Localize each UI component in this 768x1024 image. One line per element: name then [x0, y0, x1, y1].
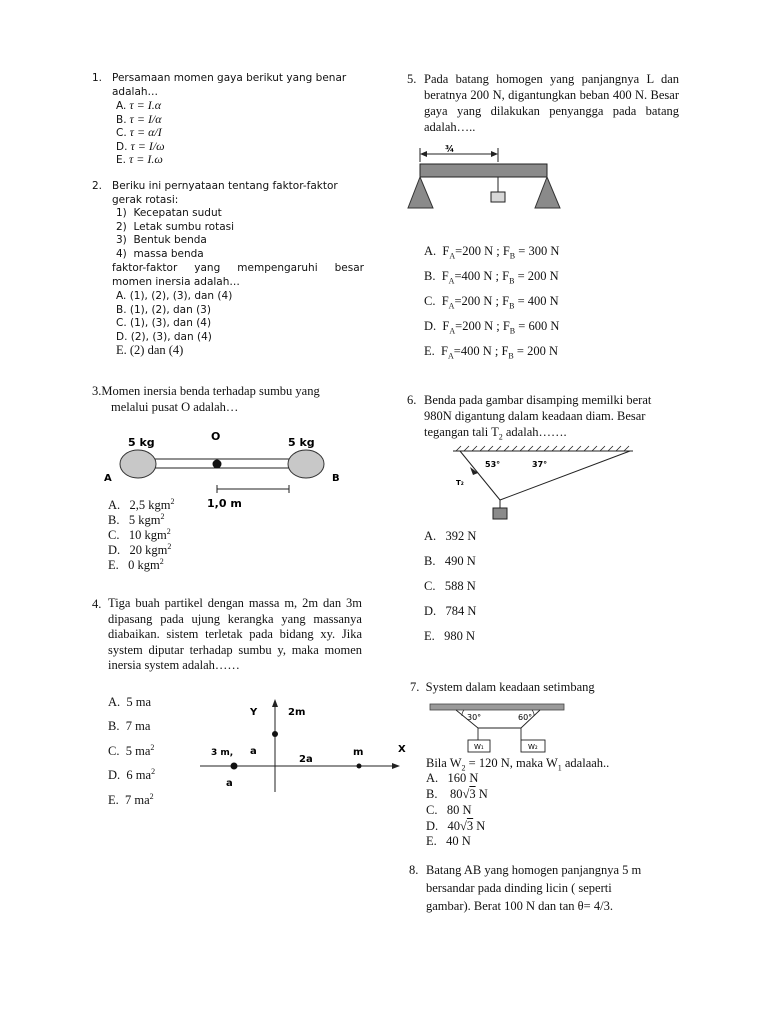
- question-7-number: 7.: [410, 680, 420, 694]
- mass-left: [120, 450, 156, 478]
- angle-2-label: 60°: [518, 713, 533, 722]
- question-1-number: 1.: [92, 72, 103, 84]
- center-label: O: [211, 430, 221, 443]
- option[interactable]: D. 784 N: [424, 604, 477, 618]
- question-6-line2: 980N digantung dalam keadaan diam. Besar: [424, 409, 646, 423]
- rope-t1: [460, 451, 500, 500]
- option[interactable]: E. 7 $ma^2$: [108, 791, 154, 807]
- mass-right-label: 5 kg: [288, 436, 315, 449]
- option[interactable]: C. $F_A=200$ N ; $F_B = 400$ N: [424, 294, 559, 311]
- load-box: [491, 192, 505, 202]
- question-6-number: 6.: [407, 393, 417, 407]
- question-1: [92, 72, 364, 99]
- question-5-text: Pada batang homogen yang panjangnya L dan beratnya 200 N, digantungkan beban 400 N. Besar gaya yang dilakukan penyangga pada batang adalah…..: [424, 72, 679, 134]
- option[interactable]: C. 5 $ma^2$: [108, 742, 155, 758]
- option[interactable]: A. 2,5 kgm$^2$: [108, 496, 175, 512]
- option[interactable]: E. τ = I.ω: [116, 152, 163, 166]
- option[interactable]: A. (1), (2), (3), dan (4): [116, 290, 233, 302]
- mass-right: [288, 450, 324, 478]
- w2-label: W₂: [528, 743, 538, 751]
- option[interactable]: B. 7 ma: [108, 719, 151, 733]
- list-item: 1) Kecepatan sudut: [116, 207, 222, 219]
- option[interactable]: E. 0 kgm$^2$: [108, 556, 164, 572]
- question-2-number: 2.: [92, 180, 103, 192]
- fraction-label: ¾: [445, 145, 455, 155]
- option[interactable]: E. 980 N: [424, 629, 476, 643]
- question-8-line1: Batang AB yang homogen panjangnya 5 m: [426, 863, 642, 877]
- option[interactable]: E. $F_A=400$ N ; $F_B = 200$ N: [424, 344, 558, 361]
- mass-3m-point: [231, 763, 238, 770]
- question-8-line3: gambar). Berat 100 N dan tan θ= 4/3.: [426, 899, 613, 913]
- option[interactable]: C. 80 N: [426, 803, 472, 817]
- option[interactable]: D. (2), (3), dan (4): [116, 330, 212, 343]
- question-5-figure: [405, 140, 575, 212]
- hanging-mass: [493, 508, 507, 519]
- question-5-number: 5.: [407, 72, 417, 86]
- distance-arrow-left: [420, 151, 427, 157]
- list-item: 3) Bentuk benda: [116, 234, 207, 246]
- option[interactable]: B. 80√3 N: [426, 787, 488, 801]
- t2-label: T₂: [456, 479, 464, 487]
- angle-2-label: 37°: [532, 460, 548, 469]
- option[interactable]: A. 160 N: [426, 771, 479, 785]
- a-bottom-label: a: [226, 778, 233, 789]
- mass-m-point: [357, 764, 362, 769]
- list-item: 4) massa benda: [116, 247, 204, 260]
- option[interactable]: B. $F_A=400$ N ; $F_B = 200$ N: [424, 269, 559, 286]
- question-1-text: Persamaan momen gaya berikut yang benar adalah…: [112, 72, 347, 98]
- option[interactable]: B. τ = I/α: [116, 111, 162, 126]
- question-8: [409, 862, 681, 914]
- option[interactable]: B. (1), (2), dan (3): [116, 303, 211, 316]
- support-a: [408, 177, 433, 208]
- option[interactable]: D. 40√3 N: [426, 819, 486, 833]
- mass-3m-label: 3 m,: [211, 748, 234, 758]
- ceiling-bar: [430, 704, 564, 710]
- distance-arrow-right: [491, 151, 498, 157]
- question-7-given: Bila $W_2 = 120$ N, maka $W_1$ adalaah..: [426, 756, 610, 773]
- question-7: [410, 679, 595, 695]
- end-b-label: B: [332, 473, 340, 484]
- list-item: 2) Letak sumbu rotasi: [116, 220, 235, 233]
- question-4-text: Tiga buah partikel dengan massa m, 2m dan 3m dipasang pada ujung kerangka yang massanya diabaikan. sistem terletak pada bidang xy. Jika system diputar terhadap sumbu y, maka momen inersia system adalah……: [108, 596, 362, 672]
- mass-left-label: 5 kg: [128, 436, 155, 449]
- angle-1-label: 53°: [485, 460, 501, 469]
- question-3-line2: melalui pusat O adalah…: [111, 400, 239, 414]
- option[interactable]: D. τ = I/ω: [116, 138, 165, 153]
- question-2: [92, 180, 364, 207]
- y-label: Y: [250, 707, 258, 718]
- question-4-number: 4.: [92, 597, 102, 611]
- a-top-label: a: [250, 746, 257, 757]
- question-4: [92, 596, 362, 674]
- option[interactable]: B. 490 N: [424, 554, 476, 568]
- question-5: [407, 71, 679, 135]
- mass-m-label: m: [353, 747, 364, 758]
- x-axis-arrow: [392, 763, 400, 769]
- rod: [154, 459, 290, 468]
- angle-1-label: 30°: [467, 713, 482, 722]
- y-axis-arrow: [272, 699, 278, 707]
- beam: [420, 164, 547, 177]
- option[interactable]: B. 5 kgm$^2$: [108, 511, 165, 527]
- option[interactable]: C. 588 N: [424, 579, 476, 593]
- two-a-label: 2a: [299, 754, 313, 765]
- question-7-text: System dalam keadaan setimbang: [425, 680, 595, 694]
- x-label: X: [398, 744, 406, 755]
- question-6-line3: tegangan tali $T_2$ adalah…….: [424, 425, 567, 442]
- rope-t2: [500, 451, 630, 500]
- option[interactable]: D. 20 kgm$^2$: [108, 541, 172, 557]
- option[interactable]: C. 10 kgm$^2$: [108, 526, 171, 542]
- option[interactable]: D. 6 $ma^2$: [108, 766, 156, 782]
- question-6-line1: Benda pada gambar disamping memilki berat: [424, 393, 652, 407]
- option[interactable]: D. $F_A=200$ N ; $F_B = 600$ N: [424, 319, 560, 336]
- question-2-text: Beriku ini pernyataan tentang faktor-faktor gerak rotasi:: [112, 180, 338, 206]
- option[interactable]: C. (1), (3), dan (4): [116, 317, 212, 329]
- mass-2m-point: [272, 731, 278, 737]
- question-8-number: 8.: [409, 863, 419, 877]
- option[interactable]: C. τ = α/I: [116, 125, 162, 139]
- ceiling-hatch: [456, 446, 629, 451]
- question-3-line1: 3.Momen inersia benda terhadap sumbu yang: [92, 384, 320, 398]
- mass-2m-label: 2m: [288, 707, 306, 718]
- question-2-text2: faktor-faktor yang mempengaruhi besar momen inersia adalah…: [112, 262, 364, 288]
- question-6: [407, 392, 679, 440]
- option[interactable]: E. 40 N: [426, 834, 471, 848]
- support-b: [535, 177, 560, 208]
- option[interactable]: A. 5 ma: [108, 695, 152, 709]
- option[interactable]: E. (2) dan (4): [116, 343, 184, 357]
- question-7-figure: [428, 700, 568, 758]
- option[interactable]: A. $F_A=200$ N ; $F_B = 300$ N: [424, 244, 560, 261]
- length-label: 1,0 m: [207, 497, 242, 510]
- end-a-label: A: [104, 473, 112, 484]
- option[interactable]: A. τ = I.α: [116, 98, 162, 112]
- question-4-figure: [195, 695, 415, 795]
- center-point: [213, 460, 222, 469]
- option[interactable]: A. 392 N: [424, 529, 477, 543]
- question-6-figure: [448, 445, 638, 523]
- question-8-line2: bersandar pada dinding licin ( seperti: [426, 881, 612, 895]
- w1-label: W₁: [474, 743, 484, 751]
